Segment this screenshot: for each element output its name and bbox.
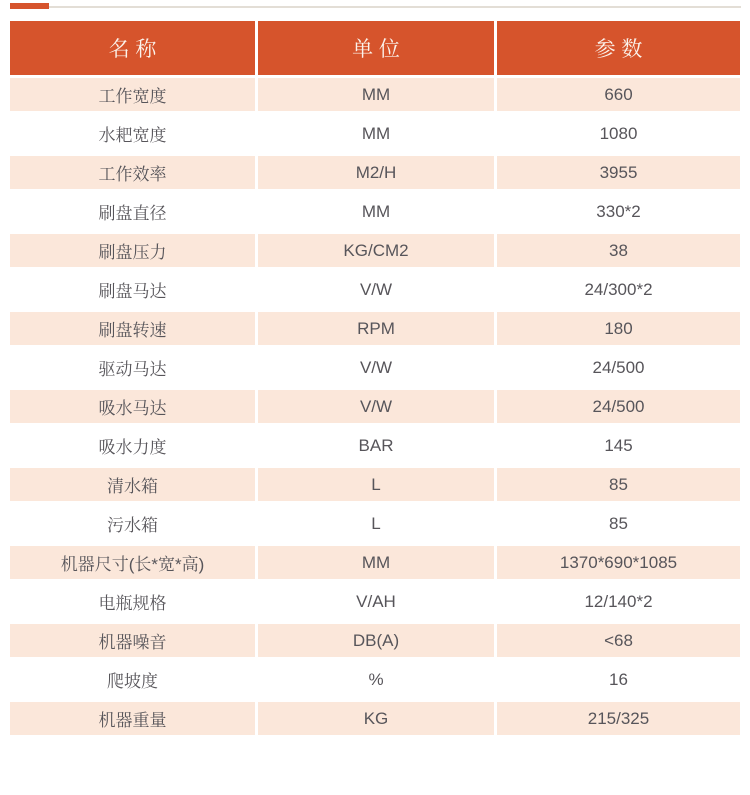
table-row xyxy=(10,231,740,270)
spec-name-cell: 刷盘马达 xyxy=(98,282,167,301)
table-row xyxy=(10,621,740,660)
spec-unit-cell: MM xyxy=(361,201,391,221)
spec-name-cell: 污水箱 xyxy=(107,516,158,535)
spec-unit-cell: MM xyxy=(258,543,494,582)
spec-value-cell: 38 xyxy=(497,231,740,270)
spec-name-cell: 工作宽度 xyxy=(10,75,255,114)
spec-unit-cell: V/W xyxy=(258,387,494,426)
spec-value-cell: 3955 xyxy=(497,153,740,192)
spec-unit-cell: DB(A) xyxy=(258,621,494,660)
spec-unit-cell: KG/CM2 xyxy=(258,231,494,270)
spec-unit-cell: MM xyxy=(258,75,494,114)
table-row xyxy=(10,114,740,153)
table-body xyxy=(10,75,740,738)
table-row xyxy=(10,660,740,699)
spec-name-cell: 吸水力度 xyxy=(98,438,167,457)
spec-unit-cell: RPM xyxy=(258,309,494,348)
spec-name-cell: 刷盘压力 xyxy=(10,231,255,270)
spec-value-cell: 660 xyxy=(497,75,740,114)
spec-unit-cell: MM xyxy=(361,123,391,143)
spec-value-cell: 1080 xyxy=(599,123,638,143)
table-row xyxy=(10,192,740,231)
table-row xyxy=(10,543,740,582)
column-header-name: 名 称 xyxy=(10,21,255,75)
table-row xyxy=(10,387,740,426)
spec-value-cell: 85 xyxy=(497,465,740,504)
table-row xyxy=(10,426,740,465)
spec-unit-cell: V/W xyxy=(359,279,393,299)
table-row xyxy=(10,270,740,309)
table-row xyxy=(10,699,740,738)
spec-unit-cell: KG xyxy=(258,699,494,738)
spec-value-cell: 24/500 xyxy=(497,387,740,426)
spec-unit-cell: BAR xyxy=(358,435,394,455)
spec-name-cell: 电瓶规格 xyxy=(98,594,167,613)
spec-name-cell: 吸水马达 xyxy=(10,387,255,426)
spec-name-cell: 机器重量 xyxy=(10,699,255,738)
spec-unit-cell: % xyxy=(368,669,384,689)
spec-value-cell: 16 xyxy=(609,669,628,689)
spec-unit-cell: L xyxy=(371,513,381,533)
spec-name-cell: 工作效率 xyxy=(10,153,255,192)
spec-unit-cell: V/W xyxy=(359,357,393,377)
spec-name-cell: 机器尺寸(长*宽*高) xyxy=(10,543,255,582)
table-row xyxy=(10,504,740,543)
spec-value-cell: 12/140*2 xyxy=(584,591,653,611)
spec-name-cell: 刷盘转速 xyxy=(10,309,255,348)
spec-value-cell: 24/500 xyxy=(592,357,645,377)
table-header-row xyxy=(10,21,740,75)
spec-value-cell: 85 xyxy=(609,513,628,533)
table-row xyxy=(10,582,740,621)
spec-name-cell: 刷盘直径 xyxy=(98,204,167,223)
spec-table xyxy=(10,21,740,738)
spec-value-cell: <68 xyxy=(497,621,740,660)
top-divider-line xyxy=(10,6,741,8)
spec-name-cell: 清水箱 xyxy=(10,465,255,504)
spec-value-cell: 1370*690*1085 xyxy=(497,543,740,582)
spec-name-cell: 机器噪音 xyxy=(10,621,255,660)
table-row xyxy=(10,75,740,114)
spec-value-cell: 330*2 xyxy=(596,201,641,221)
column-header-unit: 单 位 xyxy=(258,21,494,75)
spec-value-cell: 24/300*2 xyxy=(584,279,653,299)
spec-name-cell: 爬坡度 xyxy=(107,672,158,691)
spec-name-cell: 水耙宽度 xyxy=(98,126,167,145)
spec-unit-cell: M2/H xyxy=(258,153,494,192)
spec-value-cell: 215/325 xyxy=(497,699,740,738)
table-row xyxy=(10,348,740,387)
spec-name-cell: 驱动马达 xyxy=(98,360,167,379)
table-row xyxy=(10,153,740,192)
spec-value-cell: 145 xyxy=(604,435,633,455)
column-header-value: 参 数 xyxy=(497,21,740,75)
table-row xyxy=(10,309,740,348)
spec-unit-cell: V/AH xyxy=(356,591,396,611)
table-row xyxy=(10,465,740,504)
spec-value-cell: 180 xyxy=(497,309,740,348)
top-divider-accent xyxy=(10,3,49,9)
spec-unit-cell: L xyxy=(258,465,494,504)
